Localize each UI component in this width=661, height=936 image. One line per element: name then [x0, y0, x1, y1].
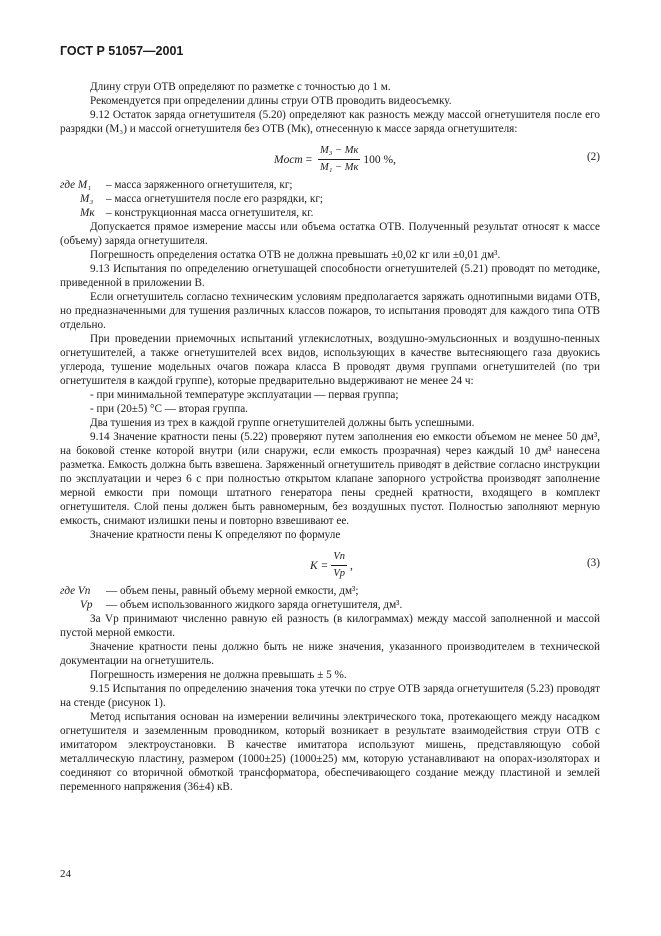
definition-text: – масса огнетушителя после его разрядки, кг;	[106, 193, 324, 205]
definition-mk	[60, 206, 600, 220]
list-item-second-group: - при (20±5) °С — вторая группа.	[90, 403, 248, 415]
definition-vr	[60, 598, 600, 612]
formula-2-numerator: M₃ − Mк	[318, 144, 360, 160]
paragraph-test-method: Метод испытания основан на измерении величины электрического тока, протекающего между насадком огнетушителя и заземленным проводником, который возникает в результате взаимодействия струи ОТВ с имитатором электроустановки. В качестве имитатора используют мишень, представляющую собой металлическую пластину, размером (1000±25) (1000±25) мм, которую устанавливают на опорах-изоляторах и соединяют со вторичной обмоткой трансформатора, обеспечивающего создание между пластиной и землей переменного напряжения (36±4) кВ.	[60, 711, 600, 793]
definition-symbol: где M₁	[60, 179, 92, 191]
paragraph-acceptance-tests: При проведении приемочных испытаний углекислотных, воздушно-эмульсионных и воздушно-пенных огнетушителей, а также огнетушителей всех видов, использующих в качестве вытесняющего газа двуокись углерода, тушение модельных очагов пожара класса В проводят двумя группами огнетушителей (по три огнетушителя в каждой группе), которые предварительно выдерживают не менее 24 ч:	[60, 333, 600, 387]
definition-m1	[60, 178, 600, 192]
definition-text: — объем пены, равный объему мерной емкости, дм³;	[106, 585, 359, 597]
paragraph-9-14: 9.14 Значение кратности пены (5.22) проверяют путем заполнения ею емкости объемом не менее 50 дм³, на боковой стенке которой внутри (или снаружи, если емкость прозрачная) через каждый 10 дм³ нанесена разметка. Емкость должна быть взвешена. Заряженный огнетушитель приводят в действие согласно инструкции по эксплуатации и через 6 с при полностью открытом клапане запорного устройства производят заполнение мерной емкости при помощи штатного генератора пены средней кратности, входящего в комплект огнетушителя. Слой пены должен быть равномерным, без воздушных пустот. Полностью заполняют мерную емкость, снимают излишки пены и повторно взвешивают ее.	[60, 431, 600, 527]
paragraph-1: Длину струи ОТВ определяют по разметке с точностью до 1 м.	[90, 81, 391, 93]
definition-m3	[60, 192, 600, 206]
formula-3-fraction	[331, 550, 347, 581]
definition-text: – конструкционная масса огнетушителя, кг.	[106, 207, 314, 219]
formula-3-lhs: K =	[310, 559, 329, 572]
paragraph-9-15: 9.15 Испытания по определению значения тока утечки по струе ОТВ заряда огнетушителя (5.23) проводят на стенде (рисунок 1).	[60, 683, 600, 709]
paragraph-2: Рекомендуется при определении длины струи ОТВ проводить видеосъемку.	[90, 95, 452, 107]
paragraph-vr-definition: За Vр принимают численно равную ей разность (в килограммах) между массой заполненной и массой пустой мерной емкости.	[60, 613, 600, 639]
formula-2-factor: 100 %,	[363, 153, 396, 166]
definition-vp	[60, 584, 600, 598]
paragraph-measurement-error: Погрешность измерения не должна превышать ± 5 %.	[90, 669, 347, 681]
paragraph-9-12: 9.12 Остаток заряда огнетушителя (5.20) определяют как разность между массой огнетушителя после его разрядки (M₃) и массой огнетушителя без ОТВ (Mк), отнесенную к массе заряда огнетушителя:	[60, 109, 600, 135]
formula-2-fraction	[318, 144, 360, 175]
paragraph-9-13: 9.13 Испытания по определению огнетушащей способности огнетушителей (5.21) проводят по методике, приведенной в приложении В.	[60, 263, 600, 289]
definition-symbol: где Vп	[60, 585, 91, 597]
paragraph-expansion-formula-intro: Значение кратности пены K определяют по формуле	[90, 529, 341, 541]
list-item-first-group: - при минимальной температуре эксплуатации — первая группа;	[90, 389, 399, 401]
paragraph-same-type-agents: Если огнетушитель согласно техническим условиям предполагается заряжать однотипными видами ОТВ, но предназначенными для тушения различных классов пожаров, то испытания проводят для каждого типа ОТВ отдельно.	[60, 291, 600, 331]
formula-2-lhs: Mост	[274, 153, 303, 166]
formula-2-number: (2)	[586, 151, 600, 163]
formula-2: Mост = $\frac{\text{M₃ − Mк}}{\text{M₁ − Mк}}$ 100 %, (2)	[274, 145, 600, 173]
paragraph-direct-measurement: Допускается прямое измерение массы или объема остатка ОТВ. Полученный результат относят к массе (объему) заряда огнетушителя.	[60, 221, 600, 247]
formula-3	[60, 542, 600, 584]
formula-3-tail: ,	[349, 559, 353, 572]
definition-symbol: Mк	[80, 207, 95, 219]
paragraph-expansion-requirement: Значение кратности пены должно быть не ниже значения, указанного производителем в технической документации на огнетушитель.	[60, 641, 600, 667]
definition-symbol: M₃	[80, 193, 94, 205]
paragraph-residue-error: Погрешность определения остатка ОТВ не должна превышать ±0,02 кг или ±0,01 дм³.	[90, 249, 501, 261]
document-body	[60, 80, 600, 794]
paragraph-success-rule: Два тушения из трех в каждой группе огнетушителей должны быть успешными.	[90, 417, 475, 429]
definition-symbol: Vр	[80, 599, 93, 611]
formula-2-denominator: M₁ − Mк	[320, 162, 359, 173]
definition-text: – масса заряженного огнетушителя, кг;	[106, 179, 293, 191]
formula-3-number: (3)	[586, 557, 600, 569]
page-number: 24	[60, 868, 71, 880]
definition-text: — объем использованного жидкого заряда огнетушителя, дм³.	[106, 599, 403, 611]
formula-3-denominator: Vр	[333, 568, 345, 579]
formula-3-numerator: Vп	[331, 550, 347, 566]
document-header: ГОСТ Р 51057—2001	[60, 44, 184, 58]
